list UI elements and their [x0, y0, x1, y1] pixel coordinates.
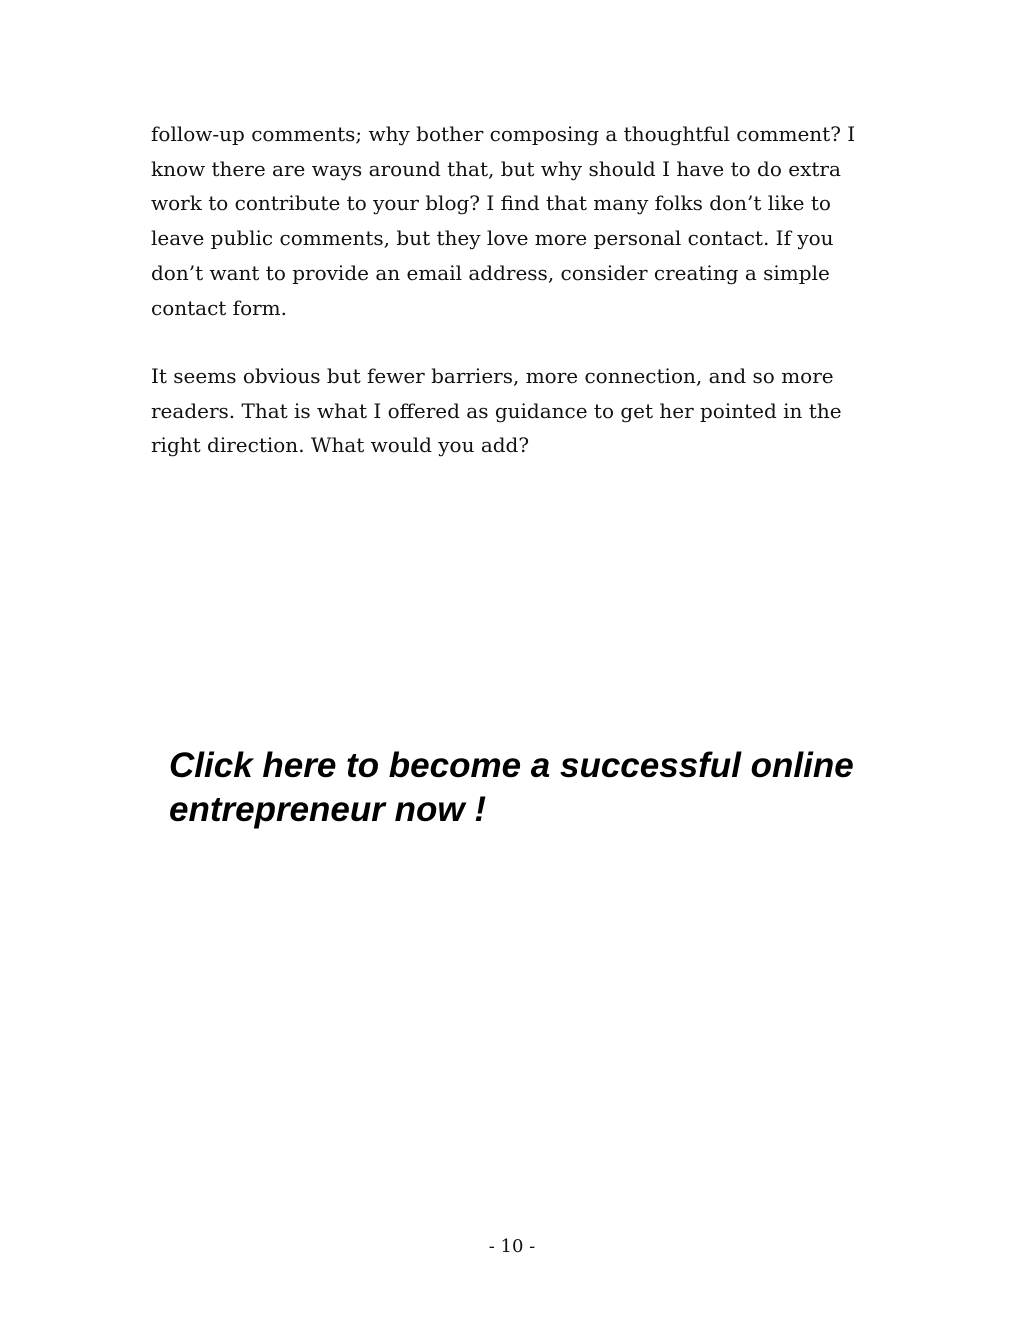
- become-entrepreneur-link[interactable]: [169, 744, 929, 832]
- cta-line: Click here to become a successful online: [169, 746, 854, 785]
- paragraph-line: right direction. What would you add?: [151, 433, 530, 458]
- paragraph-line: contact form.: [151, 295, 288, 320]
- paragraph-line: It seems obvious but fewer barriers, more connection, and so more: [151, 364, 834, 388]
- body-paragraph-2: [151, 359, 891, 463]
- paragraph-line: know there are ways around that, but why should I have to do extra: [151, 156, 841, 181]
- paragraph-line: follow-up comments; why bother composing a thoughtful comment? I: [151, 122, 856, 146]
- paragraph-line: leave public comments, but they love more personal contact. If you: [151, 226, 834, 251]
- cta-line: entrepreneur now !: [169, 790, 486, 829]
- body-paragraph-1: [151, 117, 891, 325]
- page-number: - 10 -: [488, 1236, 536, 1257]
- paragraph-line: don’t want to provide an email address, consider creating a simple: [151, 260, 830, 285]
- paragraph-line: work to contribute to your blog? I find that many folks don’t like to: [151, 191, 831, 216]
- paragraph-line: readers. That is what I offered as guidance to get her pointed in the: [151, 398, 842, 423]
